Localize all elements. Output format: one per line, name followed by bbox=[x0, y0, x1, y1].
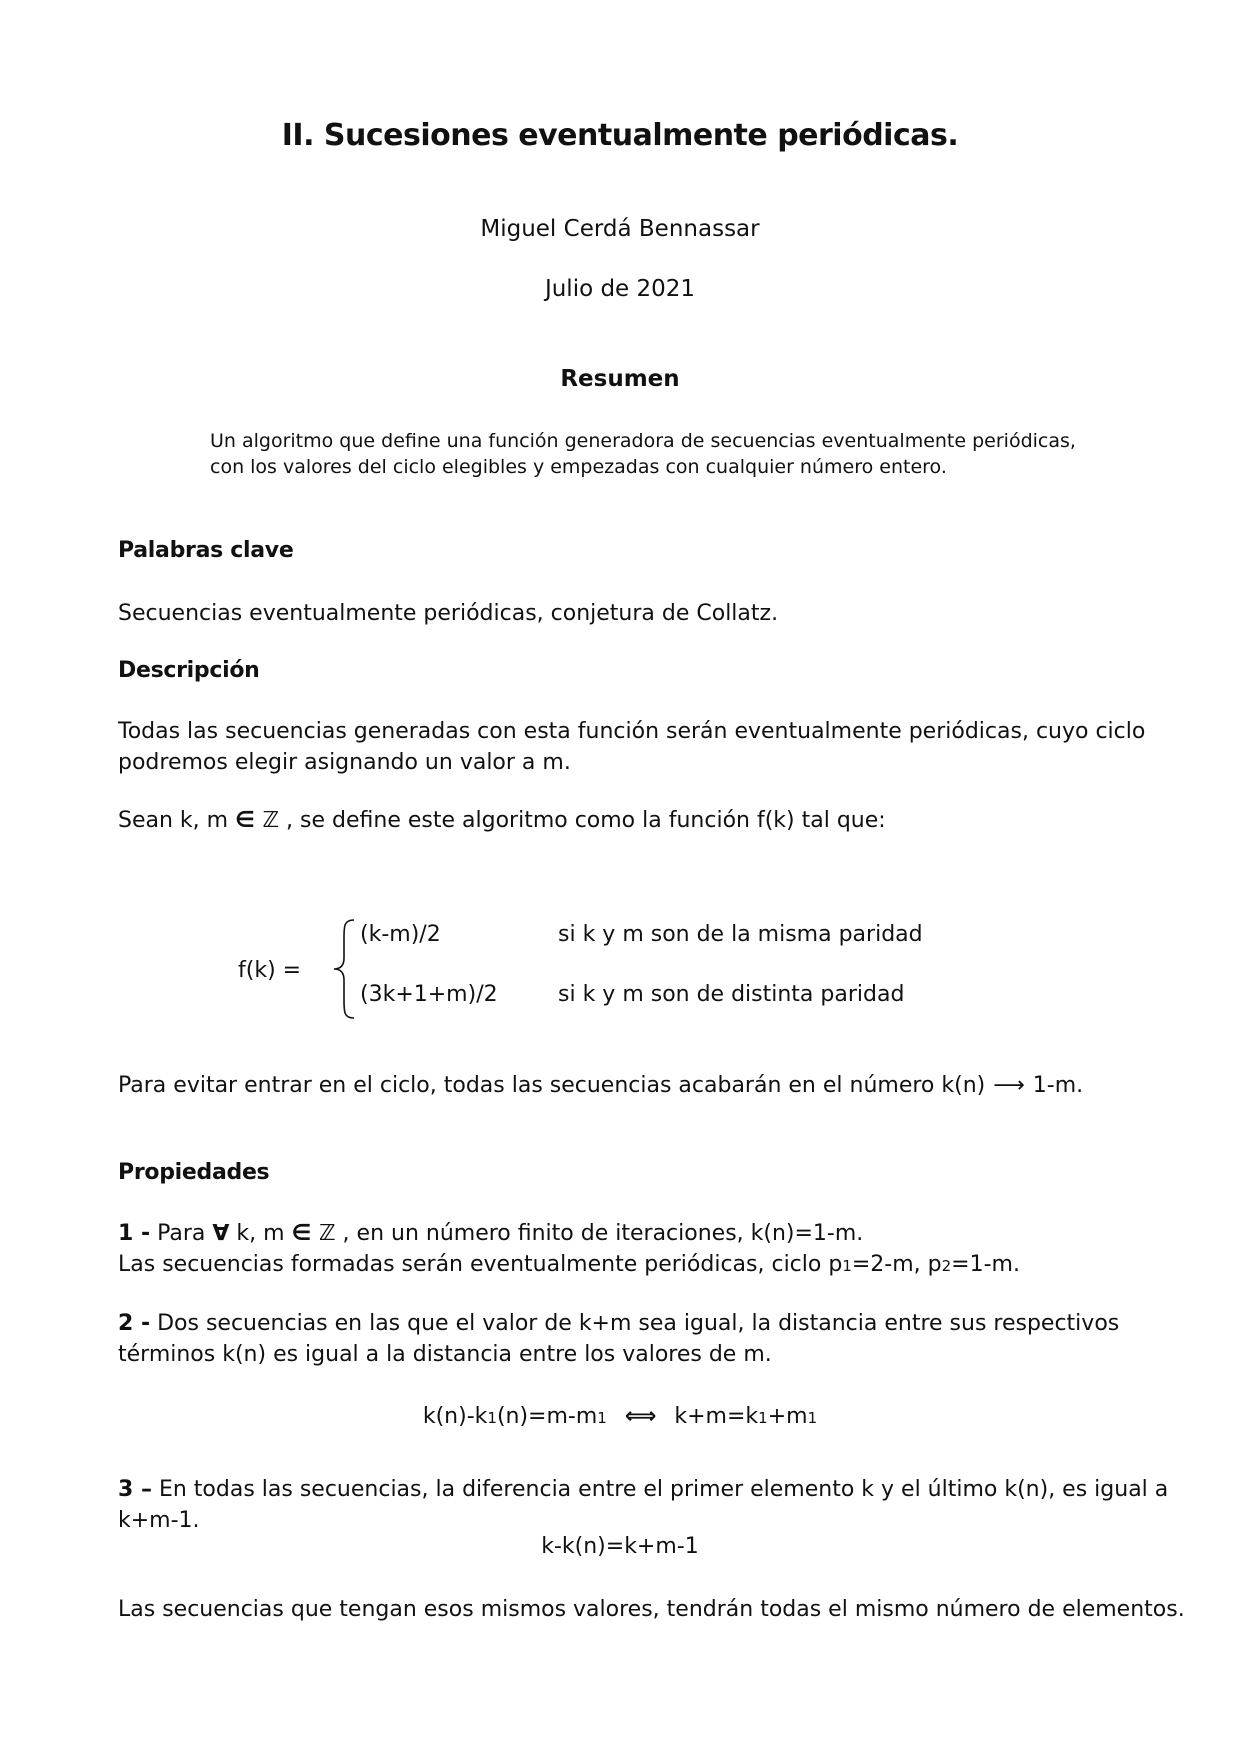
equation-part: k+m=k bbox=[674, 1404, 759, 1429]
paragraph-line: podremos elegir asignando un valor a m. bbox=[118, 750, 571, 775]
case1-expression: (k-m)/2 bbox=[360, 922, 441, 947]
description-paragraph bbox=[118, 716, 1145, 778]
closing-sentence: Las secuencias que tengan esos mismos valores, tendrán todas el mismo número de elementos. bbox=[118, 1597, 1185, 1622]
property-number: 2 - bbox=[118, 1311, 151, 1336]
subscript: 1 bbox=[807, 1409, 818, 1427]
subscript: 1 bbox=[487, 1409, 497, 1427]
description-heading: Descripción bbox=[118, 658, 260, 683]
property-text: En todas las secuencias, la diferencia entre el primer elemento k y el último k(n), es igual a bbox=[151, 1477, 1169, 1502]
property-3 bbox=[118, 1474, 1168, 1536]
equation-part: +m bbox=[767, 1404, 808, 1429]
property-text: Dos secuencias en las que el valor de k+m sea igual, la distancia entre sus respectivos bbox=[150, 1311, 1120, 1336]
property-number: 1 - bbox=[118, 1221, 151, 1246]
property-line bbox=[118, 1308, 1119, 1339]
definition-sentence bbox=[118, 805, 886, 836]
publication-date: Julio de 2021 bbox=[544, 276, 696, 302]
forall-symbol: ∀ bbox=[212, 1221, 230, 1246]
property-line: k+m-1. bbox=[118, 1508, 200, 1533]
subscript: 1 bbox=[842, 1257, 852, 1275]
property-1 bbox=[118, 1218, 1020, 1282]
property-2 bbox=[118, 1308, 1119, 1370]
abstract-line: Un algoritmo que define una función generadora de secuencias eventualmente periódicas, bbox=[210, 430, 1076, 452]
case2-expression: (3k+1+m)/2 bbox=[360, 982, 498, 1007]
property-text: Las secuencias formadas serán eventualmente periódicas, ciclo p bbox=[118, 1252, 843, 1277]
definition-text: Sean k, m bbox=[118, 808, 236, 833]
property-text: Para bbox=[150, 1221, 213, 1246]
property-line bbox=[118, 1218, 1020, 1249]
iff-arrow-icon: ⟺ bbox=[624, 1404, 657, 1429]
subscript: 1 bbox=[597, 1409, 607, 1427]
formula-lhs: f(k) = bbox=[238, 958, 302, 983]
case2-condition: si k y m son de distinta paridad bbox=[558, 982, 905, 1007]
abstract-heading: Resumen bbox=[560, 366, 680, 392]
property-number: 3 – bbox=[118, 1477, 152, 1502]
subscript: 2 bbox=[941, 1257, 952, 1275]
property-2-equation bbox=[0, 1404, 1240, 1429]
cycle-note bbox=[118, 1070, 1083, 1101]
keywords-text: Secuencias eventualmente periódicas, conjetura de Collatz. bbox=[118, 601, 779, 626]
integers-set-symbol: ∈ ℤ bbox=[235, 808, 280, 833]
integers-set-symbol: ∈ ℤ bbox=[291, 1221, 336, 1246]
abstract-line: con los valores del ciclo elegibles y empezadas con cualquier número entero. bbox=[210, 456, 947, 478]
author-name: Miguel Cerdá Bennassar bbox=[480, 216, 760, 242]
equation-part: (n)=m-m bbox=[496, 1404, 598, 1429]
cycle-note-text: Para evitar entrar en el ciclo, todas las secuencias acabarán en el número k(n) bbox=[118, 1073, 986, 1098]
cycle-note-value: 1-m. bbox=[1032, 1073, 1084, 1098]
paragraph-line: Todas las secuencias generadas con esta función serán eventualmente periódicas, cuyo ciclo bbox=[118, 719, 1146, 744]
subscript: 1 bbox=[758, 1409, 768, 1427]
property-3-equation: k-k(n)=k+m-1 bbox=[541, 1534, 699, 1559]
long-right-arrow-icon: ⟶ bbox=[993, 1073, 1025, 1098]
property-text: =1-m. bbox=[951, 1252, 1020, 1277]
case1-condition: si k y m son de la misma paridad bbox=[558, 922, 923, 947]
abstract-text bbox=[210, 428, 1076, 480]
property-line bbox=[118, 1474, 1168, 1505]
left-brace-icon bbox=[330, 918, 360, 1020]
property-line bbox=[118, 1249, 1020, 1282]
equation-part: k(n)-k bbox=[422, 1404, 488, 1429]
property-text: , en un número finito de iteraciones, k(n)=1-m. bbox=[335, 1221, 864, 1246]
document-title: II. Sucesiones eventualmente periódicas. bbox=[281, 118, 959, 153]
definition-text: , se define este algoritmo como la función f(k) tal que: bbox=[279, 808, 886, 833]
keywords-heading: Palabras clave bbox=[118, 538, 294, 563]
property-text: =2-m, p bbox=[851, 1252, 942, 1277]
property-line: términos k(n) es igual a la distancia entre los valores de m. bbox=[118, 1342, 772, 1367]
property-text: k, m bbox=[229, 1221, 292, 1246]
properties-heading: Propiedades bbox=[118, 1160, 270, 1185]
